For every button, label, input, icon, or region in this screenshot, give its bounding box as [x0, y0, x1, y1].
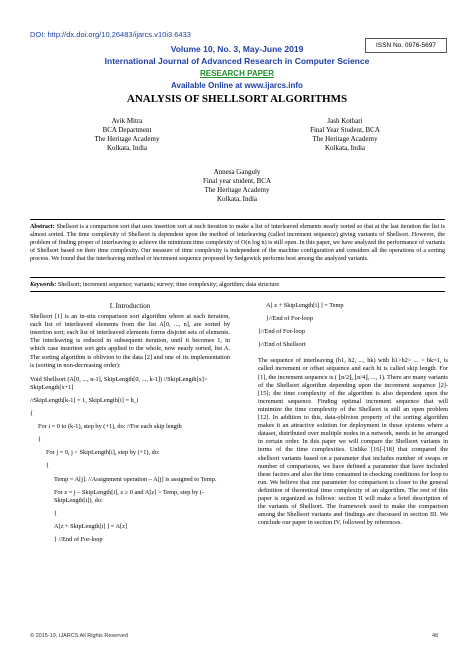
- divider: [30, 291, 445, 292]
- volume-info: Volume 10, No. 3, May-June 2019: [170, 44, 304, 54]
- code-line: {: [30, 410, 34, 418]
- author-location: Kolkata, India: [106, 144, 148, 152]
- body-paragraph: The sequence of interleaving (h1, h2, ..., hk) with h1>h2> ... > hk=1, is called increment or offset sequence and each hi is called skip length. For [1], the increment sequence is ( ⌊n/2⌋, ⌊n/4⌋, ..., 1). There are many variants of the Shellsort algorithm depending upon the increment sequence [2]-[15]; the time complexity of the algorithm is also dependent upon the increment sequence. Finding optimal increment sequence that will minimize the time complexity of the Shellsort is still an open problem [12]. In addition to this, data-oblivion property of the sorting algorithm makes it an attractive solution for deployment in those systems where a dataset, distributed over multiple nodes in a network, needs to be arranged in certain order. In this paper we will compare the Shellsort variants in terms of the time complexities. Unlike [16]-[18] that compared the shellsort variants based on a parameter that includes number of swaps or number of comparisons, we have defined a parameter that have included these factors and also the time consumed in checking conditions for loop to run. We believe that our parameter for comparison is closer to the general definition of theoretical time complexity of an algorithm. The rest of this paper is organized as follows: section II will make a brief description of the variants of Shellsort. The framework used to make the comparison among the Shellsort variants and findings are discussed in section III. We conclude our paper in section IV, followed by references.: [258, 357, 448, 527]
- author-affiliation: The Heritage Academy: [204, 186, 270, 194]
- code-line: For z = j – SkipLength[i], z ≥ 0 and A[z] > Temp, step by (-SkipLength[i]), do:: [54, 488, 205, 504]
- author-block: [172, 168, 302, 204]
- divider: [30, 277, 445, 278]
- issn-box: ISSN No. 0976-5697: [365, 38, 447, 53]
- code-line: } //End of For-loop: [54, 535, 103, 543]
- code-line: //SkipLength[k-1] = 1, SkipLength[i] = h_i: [30, 396, 139, 404]
- code-line: }//End of Shellsort: [258, 341, 306, 349]
- code-line: For i = 0 to (k-1), step by (+1), do: //For each skip length: [38, 423, 182, 431]
- author-block: [280, 117, 410, 153]
- code-line: }//End of For-loop: [266, 315, 313, 323]
- author-affiliation: Final Year Student, BCA: [310, 126, 380, 134]
- code-line: Void Shellsort (A[0, ..., n-1], SkipLength[0, ..., k-1]) //SkipLength[x]> SkipLength[x+1]: [30, 375, 208, 391]
- author-name: Annesa Ganguly: [213, 168, 261, 176]
- left-column: [30, 302, 230, 549]
- code-line: For j = 0, j < SkipLength[i], step by (+1), do:: [46, 449, 160, 457]
- author-location: Kolkata, India: [324, 144, 366, 152]
- code-line: A[z + SkipLength[i] ] = A[z]: [54, 522, 128, 530]
- doi-link[interactable]: DOI: http://dx.doi.org/10.26483/ijarcs.v10i3.6433: [30, 30, 191, 39]
- copyright-footer: © 2015-19, IJARCS All Rights Reserved: [30, 633, 128, 639]
- abstract: [30, 223, 445, 263]
- journal-name: International Journal of Advanced Research in Computer Science: [104, 56, 370, 66]
- author-affiliation: Final year student, BCA: [202, 177, 272, 185]
- code-line: Temp = A[j]. //Assignment operation – A[j] is assigned to Temp.: [54, 475, 217, 483]
- author-affiliation: The Heritage Academy: [94, 135, 160, 143]
- author-block: [62, 117, 192, 153]
- availability-link[interactable]: Available Online at www.ijarcs.info: [171, 81, 303, 90]
- author-location: Kolkata, India: [216, 195, 258, 203]
- code-line: {: [46, 462, 50, 470]
- author-name: Avik Mitra: [111, 117, 143, 125]
- code-line: A[ z + SkipLength[i] ] = Temp: [266, 302, 344, 309]
- author-affiliation: BCA Department: [102, 126, 152, 134]
- abstract-label: Abstract:: [30, 224, 55, 230]
- code-line: {: [38, 436, 42, 444]
- intro-paragraph: Shellsort [1] is an in-situ comparison sort algorithm where at each iteration, each list of interleaved elements from the list A[0, ..., n], are sorted by insertion sort; each list of interleaved elements forms disjoint sets of elements. The interleaving is reduced in subsequent iteration, until it becomes 1, in which case insertion sort gets applied to the whole, now nearly sorted, list A. The sorting algorithm is oblivion to the data [2] and one of its implementation is (sorting in non-decreasing order):: [30, 313, 230, 369]
- right-column: [258, 302, 448, 533]
- paper-title: ANALYSIS OF SHELLSORT ALGORITHMS: [126, 93, 348, 105]
- abstract-text: Shellsort is a comparison sort that uses insertion sort at each iteration to make a list of interleaved elements nearly sorted so that at the last iteration the list is almost sorted. The time complexity of Shellsort is dependent upon the method of interleaving (called increment sequence) giving variants of Shellsort. However, the problem of finding proper of interleaving to achieve the minimum time complexity of O(n log n) is still open. In this paper, we have analyzed the performance of variants of Shellsort based on their time complexity. Our measure of time complexity is independent of the machine configuration and considers all the operations of a sorting process. We found that the interleaving method or increment sequence proposed by Sedgewick performs best among the analyzed variants.: [30, 224, 445, 262]
- divider: [30, 219, 445, 220]
- keywords: [30, 281, 445, 289]
- keywords-label: Keywords:: [30, 282, 57, 288]
- page-number: 48: [432, 633, 439, 639]
- paper-type: RESEARCH PAPER: [199, 69, 275, 78]
- keywords-text: Shellsort; increment sequence; variants; survey; time complexity; algorithm; data structure: [56, 282, 280, 288]
- code-line: }//End of For-loop: [258, 328, 305, 336]
- code-line: {: [54, 509, 58, 517]
- section-heading: I. Introduction: [109, 302, 151, 310]
- author-affiliation: The Heritage Academy: [312, 135, 378, 143]
- author-name: Jash Kothari: [327, 117, 363, 125]
